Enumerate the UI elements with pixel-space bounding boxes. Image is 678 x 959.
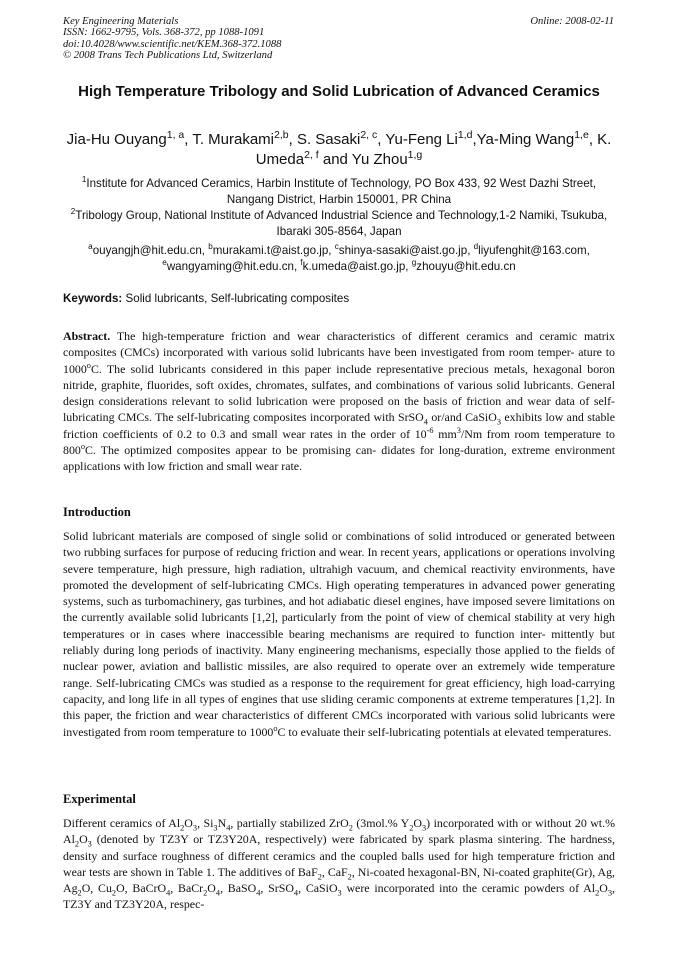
author-list: Jia-Hu Ouyang$^{1, a}$, T. Murakami$^{2,b}$, S. Sasaki$^{2, c}$, Yu-Feng Li$^{1,d}$,Ya-Ming Wang$^{1,e}$, K. Umeda$^{2, f}$ and Yu Zhou$^{1,g}$ xyxy=(66,129,612,168)
keywords-label: Keywords: xyxy=(63,292,123,305)
keywords-text: Solid lubricants, Self-lubricating composites xyxy=(125,292,350,305)
author-emails: $^a$ouyangjh@hit.edu.cn, $^b$murakami.t@aist.go.jp, $^c$shinya-sasaki@aist.go.jp, $^d$liyufenghit@163.com, $^e$wangyaming@hit.edu.cn, $^f$k.umeda@aist.go.jp, $^g$zhouyu@hit.edu.cn xyxy=(88,242,590,273)
copyright-line: © 2008 Trans Tech Publications Ltd, Switzerland xyxy=(63,50,273,62)
doi-line: doi:10.4028/www.scientific.net/KEM.368-372.1088 xyxy=(63,38,282,50)
introduction-paragraph: Solid lubricant materials are composed of single solid or combinations of solid introduced or generated between two rubbing surfaces for purpose of reducing friction and wear. In recent years, applications or operations involving severe temperature, high pressure, high radiation, ultrahigh vacuum, and chemical reactivity environments, have promoted the development of self-lubricating CMCs. High operating temperatures in advanced power generating systems, such as turbomachinery, gas turbines, and hot adiabatic diesel engines, have imposed severe limitations on the currently available solid lubricants [1,2], particularly from the point of view of chemical stability at very high temperatures or in cases where inaccessible bearing mechanisms are required to function inter- mittently but reliably during long periods of inactivity. Many engineering mechanisms, especially those applied to the fields of nuclear power, aviation and ballistic missiles, are also required to operate over an extremely wide temperature range. Self-lubricating CMCs was studied as a response to the requirement for great efficiency, high load-carrying capacity, and long life in all types of engines that use sliding ceramic components at extreme temperatures [1,2]. In this paper, the friction and wear characteristics of different CMCs incorporated with various solid lubricants were investigated from room temperature to 1000$^o$C to evaluate their self-lubricating potentials at elevated temperatures. xyxy=(63,529,615,739)
affiliation-2: $^2$Tribology Group, National Institute of Advanced Industrial Science and Technology,1-2 Namiki, Tsukuba, Ibaraki 305-8564, Japan xyxy=(70,207,608,238)
paper-title: High Temperature Tribology and Solid Lubrication of Advanced Ceramics xyxy=(78,83,600,100)
online-date: Online: 2008-02-11 xyxy=(530,16,614,27)
issn-line: ISSN: 1662-9795, Vols. 368-372, pp 1088-1091 xyxy=(63,27,265,39)
abstract-paragraph: Abstract. The high-temperature friction and wear characteristics of different ceramics and ceramic matrix composites (CMCs) incorporated with various solid lubricants have been investigated from room temper- ature to 1000$^o$C. The solid lubricants considered in this paper include representative precious metals, hexagonal boron nitride, graphite, fluorides, soft oxides, chromates, sulfates, and combinations of various solid lubricants. General design considerations relevant to solid lubrication were proposed on the basis of friction and wear data of self-lubricating CMCs. The self-lubricating composites incorporated with SrSO$_4$ or/and CaSiO$_3$ exhibits low and stable friction coefficients of 0.2 to 0.3 and small wear rates in the order of $10^{-6}$ $mm^3/Nm$ from room temperature to 800$^o$C. The optimized composites appear to be promising can- didates for long-duration, extreme environment applications with low friction and small wear rate. xyxy=(63,329,615,474)
journal-name: Key Engineering Materials xyxy=(63,16,179,27)
affiliation-1: $^1$Institute for Advanced Ceramics, Harbin Institute of Technology, PO Box 433, 92 West Dazhi Street, Nangang District, Harbin 150001, PR China xyxy=(81,175,597,206)
experimental-paragraph: Different ceramics of $Al_2O_3$, $Si_3N_4$, partially stabilized ZrO$_2$ (3mol.% $Y_2O_3$) incorporated with or without 20 wt.% $Al_2O_3$ (denoted by TZ3Y or TZ3Y20A, respectively) were fabricated by spark plasma sintering. The hardness, density and surface roughness of different ceramics and the coupled balls used for high temperature friction and wear tests are shown in Table 1. The additives of BaF$_2$, CaF$_2$, Ni-coated hexagonal-BN, Ni-coated graphite(Gr), Ag, $Ag_2O$, $Cu_2O$, BaCrO$_4$, $BaCr_2O_4$, BaSO$_4$, SrSO$_4$, CaSiO$_3$ were incorporated into the ceramic powders of $Al_2O_3$, TZ3Y and TZ3Y20A, respec- xyxy=(63,816,615,912)
keywords xyxy=(63,292,349,305)
journal-header xyxy=(63,16,614,62)
section-heading-experimental: Experimental xyxy=(63,792,136,806)
section-heading-introduction: Introduction xyxy=(63,505,131,519)
